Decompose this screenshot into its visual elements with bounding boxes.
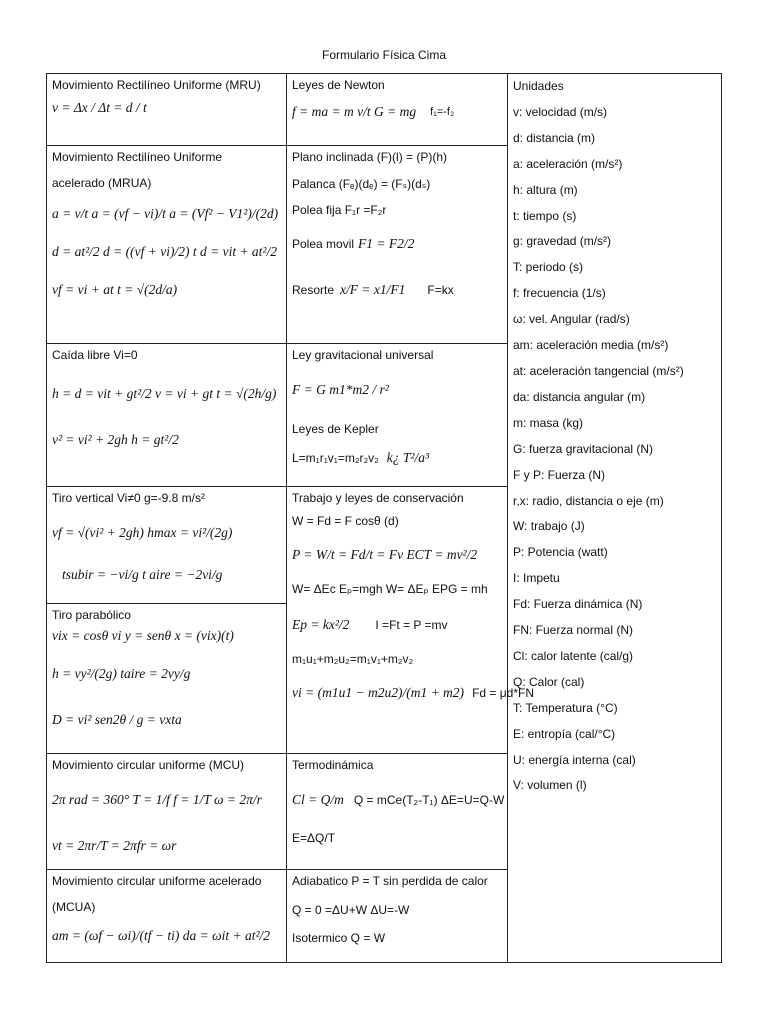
formula-table (46, 73, 722, 963)
unit-item: ω: vel. Angular (rad/s) (513, 312, 630, 327)
unit-item: V: volumen (l) (513, 778, 587, 793)
trabajo-line-1: W = Fd = F cosθ (d) (292, 514, 399, 528)
caida-formula-2: v² = vi² + 2gh h = gt²/2 (52, 432, 179, 447)
unidades-list (513, 100, 716, 799)
unit-item: F y P: Fuerza (N) (513, 467, 606, 482)
impetu-formula: I =Ft = P =mv (375, 618, 448, 632)
conservacion-momento: m₁u₁+m₂u₂=m₁v₁+m₂v₂ (292, 652, 414, 666)
unit-item: U: energía interna (cal) (513, 752, 636, 767)
unit-item: P: Potencia (watt) (513, 545, 608, 560)
cell-unidades (508, 74, 721, 962)
resorte-formula: x/F = x1/F1 (340, 282, 406, 297)
unit-item: g: gravedad (m/s²) (513, 234, 612, 249)
vertical-heading: Tiro vertical Vi≠0 g=-9.8 m/s² (52, 491, 205, 505)
unit-item: E: entropía (cal/°C) (513, 726, 616, 741)
parabolico-formula-2: h = vy²/(2g) taire = 2vy/g (52, 666, 191, 681)
cell-mru (47, 74, 286, 146)
cell-tiro-parabolico (47, 604, 286, 754)
cell-termodinamica (287, 754, 507, 870)
parabolico-formula-3: D = vi² sen2θ / g = vxta (52, 712, 182, 727)
mcu-formula-1: 2π rad = 360° T = 1/f f = 1/T ω = 2π/r (52, 792, 262, 807)
palanca-formula: Palanca (Fₑ)(dₑ) = (Fₛ)(dₛ) (292, 177, 431, 191)
cell-adiabatico (287, 870, 507, 964)
calor-latente-formula: Cl = Q/m (292, 792, 344, 807)
mru-formula: v = Δx / Δt = d / t (52, 100, 147, 115)
cell-mrua (47, 146, 286, 344)
trabajo-line-2: W= ΔEc Eₚ=mgh W= ΔEₚ EPG = mh (292, 582, 488, 596)
unit-item: G: fuerza gravitacional (N) (513, 441, 654, 456)
unit-item: W: trabajo (J) (513, 519, 585, 534)
unit-item: v: velocidad (m/s) (513, 104, 608, 119)
cell-caida-libre (47, 344, 286, 487)
caida-heading: Caída libre Vi=0 (52, 348, 138, 362)
column-units (508, 74, 721, 962)
kepler-heading: Leyes de Kepler (292, 422, 379, 436)
unit-item: t: tiempo (s) (513, 208, 577, 223)
caida-formula-1: h = d = vit + gt²/2 v = vi + gt t = √(2h/g) (52, 386, 277, 401)
mrua-heading: Movimiento Rectilíneo Uniforme (52, 150, 223, 164)
gravitacional-formula: F = G m1*m2 / r² (292, 382, 389, 397)
unit-item: h: altura (m) (513, 182, 578, 197)
adiabatico-heading: Adiabatico P = T sin perdida de calor (292, 874, 488, 888)
plano-heading: Plano inclinada (F)(l) = (P)(h) (292, 150, 448, 164)
column-2 (287, 74, 534, 962)
unit-item: da: distancia angular (m) (513, 389, 646, 404)
mcua-formula-1: am = (ωf − ωi)/(tf − ti) da = ωit + at²/2 (52, 928, 271, 943)
termo-heading: Termodinámica (292, 758, 374, 772)
unit-item: f: frecuencia (1/s) (513, 286, 606, 301)
unit-item: at: aceleración tangencial (m/s²) (513, 363, 684, 378)
isotermico-line: Isotermico Q = W (292, 931, 386, 945)
cell-tiro-vertical (47, 487, 286, 604)
unit-item: I: Impetu (513, 571, 560, 586)
column-1 (47, 74, 287, 962)
cell-newton (287, 74, 507, 146)
polea-movil-label: Polea movil (292, 237, 355, 251)
adiabatico-line-1: Q = 0 =ΔU+W ΔU=-W (292, 903, 410, 917)
gravitacional-heading: Ley gravitacional universal (292, 348, 434, 362)
mrua-heading-2: acelerado (MRUA) (52, 176, 152, 190)
newton-third-law: f₁=-f₂ (430, 106, 455, 118)
mrua-formula-3: vf = vi + at t = √(2d/a) (52, 282, 178, 297)
unit-item: d: distancia (m) (513, 130, 596, 145)
mcu-formula-2: vt = 2πr/T = 2πfr = ωr (52, 838, 177, 853)
resorte-hooke: F=kx (427, 283, 454, 297)
colision-formula: vi = (m1u1 − m2u2)/(m1 + m2) (292, 685, 465, 700)
unidades-heading: Unidades (513, 79, 564, 93)
unit-item: r,x: radio, distancia o eje (m) (513, 493, 664, 508)
parabolico-heading: Tiro parabólico (52, 608, 131, 622)
entropia-formula: E=ΔQ/T (292, 831, 336, 845)
trabajo-formula-1: P = W/t = Fd/t = Fv ECT = mv²/2 (292, 547, 478, 562)
calor-formula: Q = mCe(T₂-T₁) ΔE=U=Q-W (353, 793, 505, 807)
unit-item: T: Temperatura (°C) (513, 700, 618, 715)
mrua-formula-2: d = at²/2 d = ((vf + vi)/2) t d = vit + at²/2 (52, 244, 277, 259)
unit-item: m: masa (kg) (513, 415, 584, 430)
vertical-formula-2: tsubir = −vi/g t aire = −2vi/g (62, 567, 223, 582)
newton-formula: f = ma = m v/t G = mg (292, 104, 417, 119)
energia-potencial-elastica: Ep = kx²/2 (292, 617, 350, 632)
parabolico-formula-1: vix = cosθ vi y = senθ x = (vix)(t) (52, 628, 234, 643)
unit-item: Cl: calor latente (cal/g) (513, 648, 634, 663)
unit-item: Q: Calor (cal) (513, 674, 585, 689)
cell-gravitacional (287, 344, 507, 487)
kepler-third-law: k¿ T²/a³ (386, 450, 430, 465)
mru-heading: Movimiento Rectilíneo Uniforme (MRU) (52, 78, 261, 92)
mrua-formula-1: a = v/t a = (vf − vi)/t a = (Vf² − V1²)/(2d) (52, 206, 279, 221)
unit-item: am: aceleración media (m/s²) (513, 338, 669, 353)
unit-item: FN: Fuerza normal (N) (513, 623, 634, 638)
mcu-heading: Movimiento circular uniforme (MCU) (52, 758, 245, 772)
polea-movil-formula: F1 = F2/2 (358, 236, 415, 251)
trabajo-heading: Trabajo y leyes de conservación (292, 491, 464, 505)
cell-mcu (47, 754, 286, 870)
unit-item: a: aceleración (m/s²) (513, 156, 623, 171)
unit-item: T: periodo (s) (513, 260, 584, 275)
page-title: Formulario Física Cima (321, 48, 447, 62)
polea-fija-formula: Polea fija F₁r =F₂r (292, 203, 387, 217)
mcua-heading-2: (MCUA) (52, 900, 96, 914)
cell-mcua (47, 870, 286, 964)
resorte-label: Resorte (292, 283, 335, 297)
cell-plano-inclinado (287, 146, 507, 344)
mcua-heading: Movimiento circular uniforme acelerado (52, 874, 262, 888)
fuerza-dinamica-formula: Fd = μd*FN (472, 686, 534, 700)
cell-trabajo (287, 487, 534, 754)
unit-item: Fd: Fuerza dinámica (N) (513, 597, 643, 612)
kepler-formula: L=m₁r₁v₁=m₂r₂v₂ (292, 451, 379, 465)
vertical-formula-1: vf = √(vi² + 2gh) hmax = vi²/(2g) (52, 525, 233, 540)
newton-heading: Leyes de Newton (292, 78, 385, 92)
